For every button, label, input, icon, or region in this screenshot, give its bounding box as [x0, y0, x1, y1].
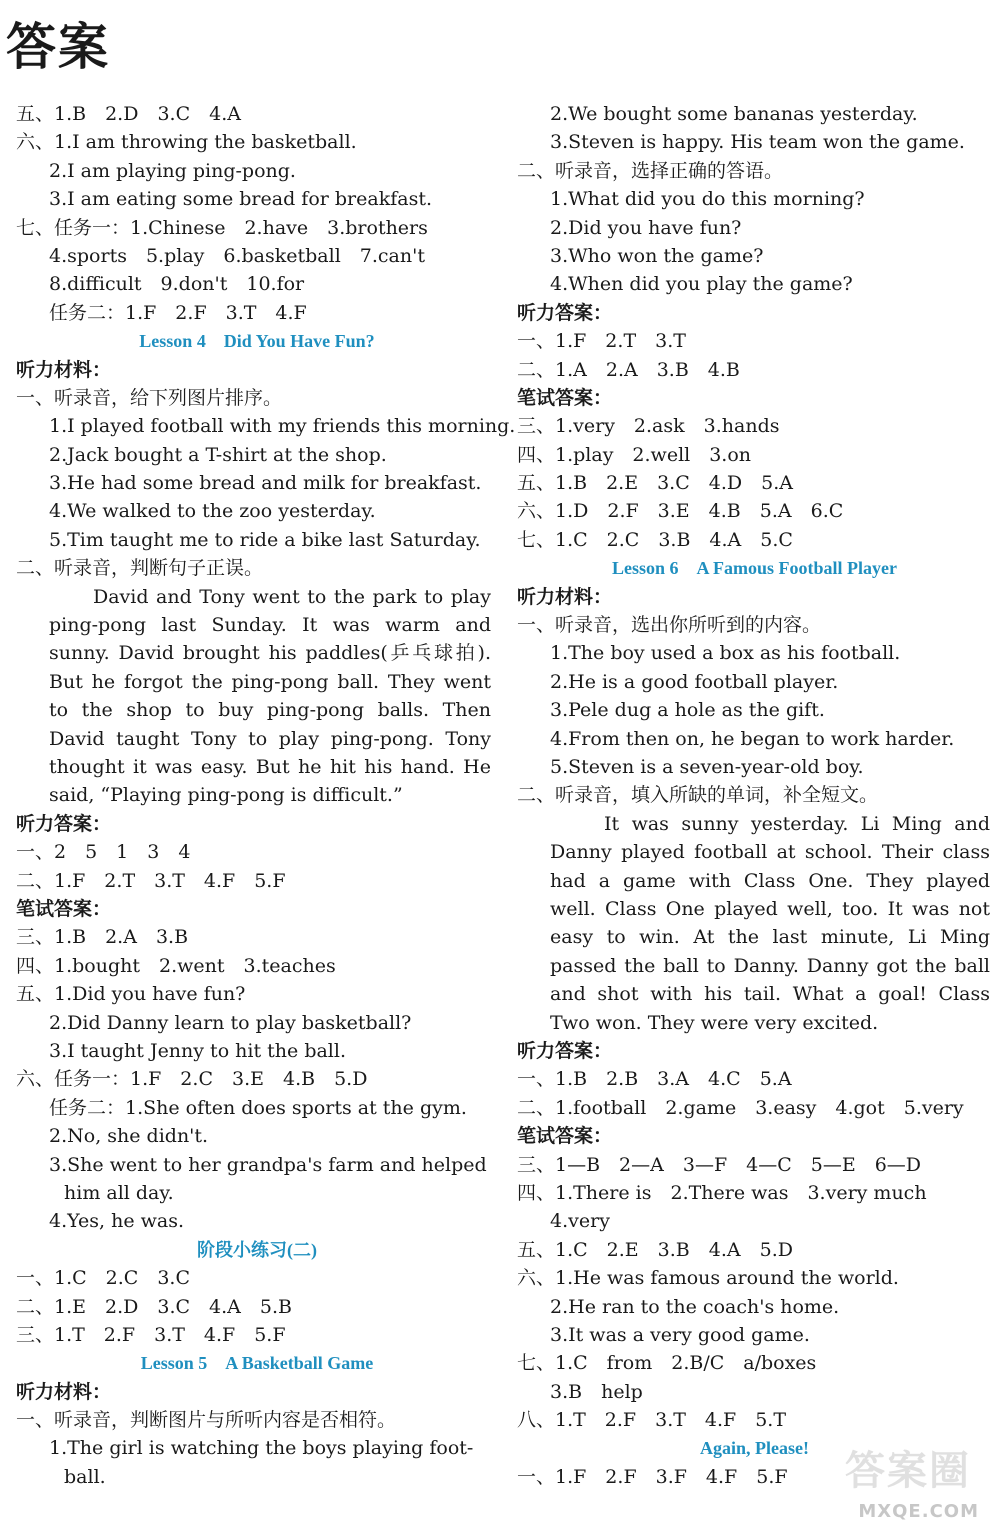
text-line: 六、1.He was famous around the world.	[517, 1267, 899, 1290]
text-line: 4.sports 5.play 6.basketball 7.can't	[49, 244, 425, 267]
text-line: 五、1.B 2.E 3.C 4.D 5.A	[517, 472, 793, 495]
text-line: 六、1.D 2.F 3.E 4.B 5.A 6.C	[517, 500, 844, 523]
text-line: 任务二：1.She often does sports at the gym.	[49, 1096, 467, 1119]
text-line: 2.Did Danny learn to play basketball?	[49, 1011, 412, 1034]
left-column	[16, 100, 516, 1491]
section-heading: Lesson 5 A Basketball Game	[140, 1353, 374, 1374]
text-line: 2.I am playing ping-pong.	[49, 159, 296, 182]
text-line: 四、1.bought 2.went 3.teaches	[16, 954, 336, 977]
section-heading: Lesson 4 Did You Have Fun?	[139, 331, 375, 352]
text-line: 3.Pele dug a hole as the gift.	[550, 699, 825, 722]
text-line: 2.He is a good football player.	[550, 670, 839, 693]
text-line: 3.She went to her grandpa's farm and helped	[49, 1153, 487, 1176]
text-line: 二、1.E 2.D 3.C 4.A 5.B	[16, 1295, 292, 1318]
subsection-label: 听力材料：	[16, 358, 112, 381]
text-line: 三、1.very 2.ask 3.hands	[517, 415, 780, 438]
text-line: 四、1.There is 2.There was 3.very much	[517, 1181, 927, 1204]
passage-paragraph: It was sunny yesterday. Li Ming and Danny played football at school. Their class had a game with Class One. They played well. Class One played well, too. It was not easy to win. At the last minute, Li Ming passed the ball to Danny. Danny got the ball and shot with his tail. What a goal! Class Two won. They were very excited.	[550, 812, 990, 1034]
subsection-label: 听力材料：	[16, 1380, 112, 1403]
subsection-label: 笔试答案：	[517, 386, 613, 409]
text-line: 3.B help	[550, 1380, 643, 1403]
text-line: 1.The girl is watching the boys playing foot-	[49, 1437, 474, 1460]
section-heading: 阶段小练习(二)	[197, 1239, 317, 1260]
text-line: 3.It was a very good game.	[550, 1323, 810, 1346]
text-line: 4.From then on, he began to work harder.	[550, 727, 955, 750]
text-line: 一、2 5 1 3 4	[16, 841, 191, 864]
text-line: 4.Yes, he was.	[49, 1210, 184, 1233]
section-heading: Lesson 6 A Famous Football Player	[611, 558, 897, 579]
text-line: 三、1.T 2.F 3.T 4.F 5.F	[16, 1323, 286, 1346]
text-line: 2.We bought some bananas yesterday.	[550, 103, 918, 125]
subsection-label: 笔试答案：	[16, 898, 112, 921]
text-line: 七、1.C 2.C 3.B 4.A 5.C	[517, 528, 793, 551]
text-line: 5.Tim taught me to ride a bike last Saturday.	[49, 528, 481, 551]
text-line: 五、1.C 2.E 3.B 4.A 5.D	[517, 1238, 793, 1261]
text-line: 二、听录音，选择正确的答语。	[517, 159, 784, 182]
text-line: 1.What did you do this morning?	[550, 188, 865, 211]
text-line: 4.very	[550, 1210, 610, 1233]
text-line: 二、1.A 2.A 3.B 4.B	[517, 358, 740, 381]
subsection-label: 听力材料：	[517, 585, 613, 608]
text-line: 4.We walked to the zoo yesterday.	[49, 500, 376, 523]
text-line: 3.He had some bread and milk for breakfast.	[49, 472, 482, 495]
subsection-label: 笔试答案：	[517, 1125, 613, 1148]
watermark	[815, 1446, 991, 1530]
text-line: him all day.	[64, 1181, 174, 1204]
text-line: 二、1.football 2.game 3.easy 4.got 5.very	[517, 1096, 964, 1119]
page-title: 答案	[6, 17, 110, 76]
text-line: 一、听录音，判断图片与所听内容是否相符。	[16, 1409, 397, 1432]
subsection-label: 听力答案：	[16, 812, 112, 835]
text-line: 三、1—B 2—A 3—F 4—C 5—E 6—D	[517, 1153, 922, 1176]
text-line: ball.	[64, 1465, 106, 1488]
text-line: 8.difficult 9.don't 10.for	[49, 273, 305, 296]
text-line: 3.Steven is happy. His team won the game.	[550, 131, 965, 154]
text-line: 五、1.B 2.D 3.C 4.A	[16, 103, 241, 125]
text-line: 1.I played football with my friends this morning.	[49, 415, 516, 438]
text-line: 一、1.F 2.F 3.F 4.F 5.F	[517, 1465, 788, 1488]
text-line: 四、1.play 2.well 3.on	[517, 443, 752, 466]
text-line: 二、听录音，判断句子正误。	[16, 557, 264, 580]
text-line: 七、1.C from 2.B/C a/boxes	[517, 1352, 817, 1375]
text-line: 一、听录音，选出你所听到的内容。	[517, 614, 822, 637]
text-line: 八、1.T 2.F 3.T 4.F 5.T	[517, 1409, 787, 1432]
section-heading: Again, Please!	[700, 1438, 809, 1459]
text-line: 任务二：1.F 2.F 3.T 4.F	[49, 301, 307, 324]
text-line: 一、1.F 2.T 3.T	[517, 330, 686, 353]
subsection-label: 听力答案：	[517, 1040, 613, 1063]
right-column	[517, 100, 992, 1491]
text-line: 2.No, she didn't.	[49, 1125, 209, 1148]
text-line: 二、听录音，填入所缺的单词，补全短文。	[517, 784, 879, 807]
text-line: 3.I taught Jenny to hit the ball.	[49, 1040, 346, 1063]
text-line: 4.When did you play the game?	[550, 273, 853, 296]
text-line: 2.He ran to the coach's home.	[550, 1295, 840, 1318]
text-line: 2.Jack bought a T-shirt at the shop.	[49, 443, 387, 466]
text-line: 五、1.Did you have fun?	[16, 983, 246, 1006]
text-line: 3.I am eating some bread for breakfast.	[49, 188, 432, 211]
text-line: 1.The boy used a box as his football.	[550, 642, 901, 665]
watermark-url: MXQE.COM	[858, 1501, 979, 1522]
subsection-label: 听力答案：	[517, 301, 613, 324]
text-line: 六、1.I am throwing the basketball.	[16, 131, 357, 154]
text-line: 3.Who won the game?	[550, 244, 764, 267]
text-line: 一、1.C 2.C 3.C	[16, 1267, 190, 1290]
text-line: 六、任务一：1.F 2.C 3.E 4.B 5.D	[16, 1068, 368, 1091]
text-line: 一、听录音，给下列图片排序。	[16, 386, 283, 409]
watermark-logo-text: 答案圈	[845, 1448, 971, 1494]
text-line: 三、1.B 2.A 3.B	[16, 926, 189, 949]
text-line: 七、任务一：1.Chinese 2.have 3.brothers	[16, 216, 428, 239]
text-line: 二、1.F 2.T 3.T 4.F 5.F	[16, 869, 286, 892]
text-line: 一、1.B 2.B 3.A 4.C 5.A	[517, 1068, 792, 1091]
passage-paragraph: David and Tony went to the park to play ping-pong last Sunday. It was warm and sunny. David brought his paddles(乒乓球拍). But he forgot the ping-pong ball. They went to the shop to buy ping-pong balls. Then David taught Tony to play ping-pong. Tony thought it was easy. But he hit his hand. He said, “Playing ping-pong is difficult.”	[49, 585, 491, 807]
text-line: 5.Steven is a seven-year-old boy.	[550, 755, 864, 778]
text-line: 2.Did you have fun?	[550, 216, 742, 239]
